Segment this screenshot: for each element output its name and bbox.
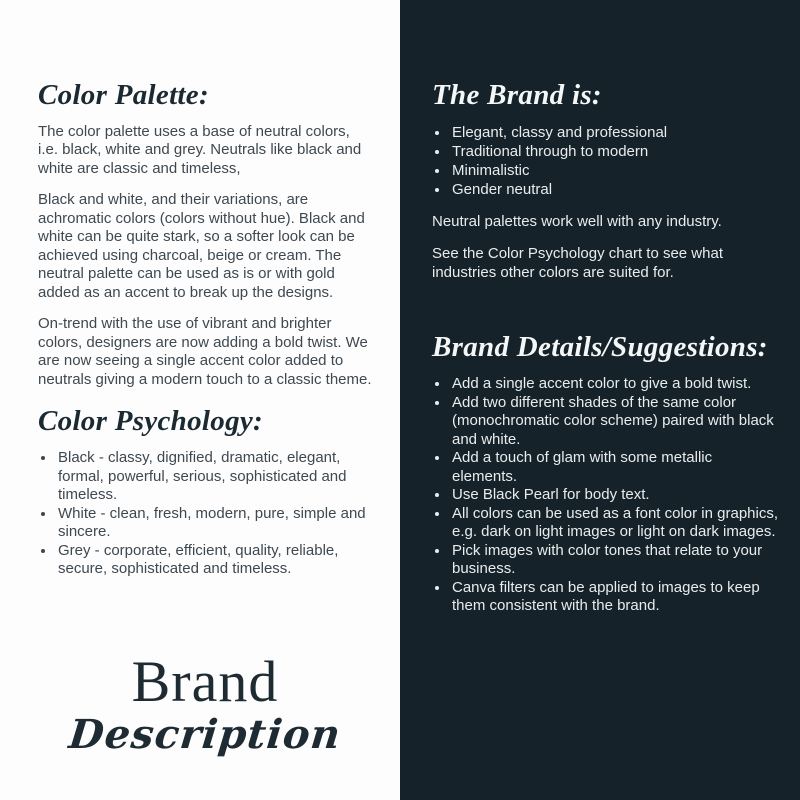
footer-subtitle-script: Description — [66, 710, 344, 758]
color-palette-heading: Color Palette: — [38, 79, 209, 111]
dark-panel — [400, 0, 800, 800]
list-item: • Add a touch of glam with some metallic elements. — [450, 449, 780, 486]
list-item: • Gender neutral — [450, 180, 780, 199]
list-item: • Canva filters can be applied to images to keep them consistent with the brand. — [450, 579, 780, 616]
brand-details-heading: Brand Details/Suggestions: — [432, 331, 768, 364]
list-item: • Elegant, classy and professional — [450, 123, 780, 142]
list-item: • All colors can be used as a font color in graphics, e.g. dark on light images or light on dark images. — [450, 505, 780, 542]
left-column — [38, 80, 374, 579]
list-item: • Add two different shades of the same color (monochromatic color scheme) paired with black and white. — [450, 394, 780, 450]
the-brand-is-heading: The Brand is: — [432, 79, 602, 111]
industry-note: Neutral palettes work well with any industry. — [432, 212, 722, 230]
list-item: • Black - classy, dignified, dramatic, elegant, formal, powerful, serious, sophisticated and timeless. — [56, 449, 374, 505]
color-psychology-list — [38, 449, 374, 579]
list-item: • Use Black Pearl for body text. — [450, 486, 780, 505]
color-palette-paragraph-1: The color palette uses a base of neutral colors, i.e. black, white and grey. Neutrals like black and white are classic and timeless, — [38, 122, 362, 177]
the-brand-is-list — [432, 123, 780, 199]
color-palette-paragraph-3: On-trend with the use of vibrant and brighter colors, designers are now adding a bold twist. We are now seeing a single accent color added to neutrals giving a modern touch to a classic theme. — [38, 315, 372, 388]
color-psychology-heading: Color Psychology: — [38, 405, 263, 438]
brand-details-list — [432, 375, 780, 616]
footer-wordmark — [0, 649, 410, 758]
list-item: • Grey - corporate, efficient, quality, reliable, secure, sophisticated and timeless. — [56, 542, 374, 579]
list-item: • Pick images with color tones that relate to your business. — [450, 542, 780, 579]
right-column — [432, 80, 780, 616]
list-item: • White - clean, fresh, modern, pure, simple and sincere. — [56, 505, 374, 542]
color-palette-paragraph-2: Black and white, and their variations, are achromatic colors (colors without hue). Black and white can be quite stark, so a softer look can be achieved using charcoal, beige or cream. The neutral palette can be used as is or with gold added as an accent to break up the designs. — [38, 191, 365, 301]
psychology-chart-note: See the Color Psychology chart to see what industries other colors are suited for. — [432, 245, 723, 281]
list-item: • Minimalistic — [450, 161, 780, 180]
footer-title: Brand — [131, 649, 279, 714]
list-item: • Add a single accent color to give a bold twist. — [450, 375, 780, 394]
list-item: • Traditional through to modern — [450, 142, 780, 161]
